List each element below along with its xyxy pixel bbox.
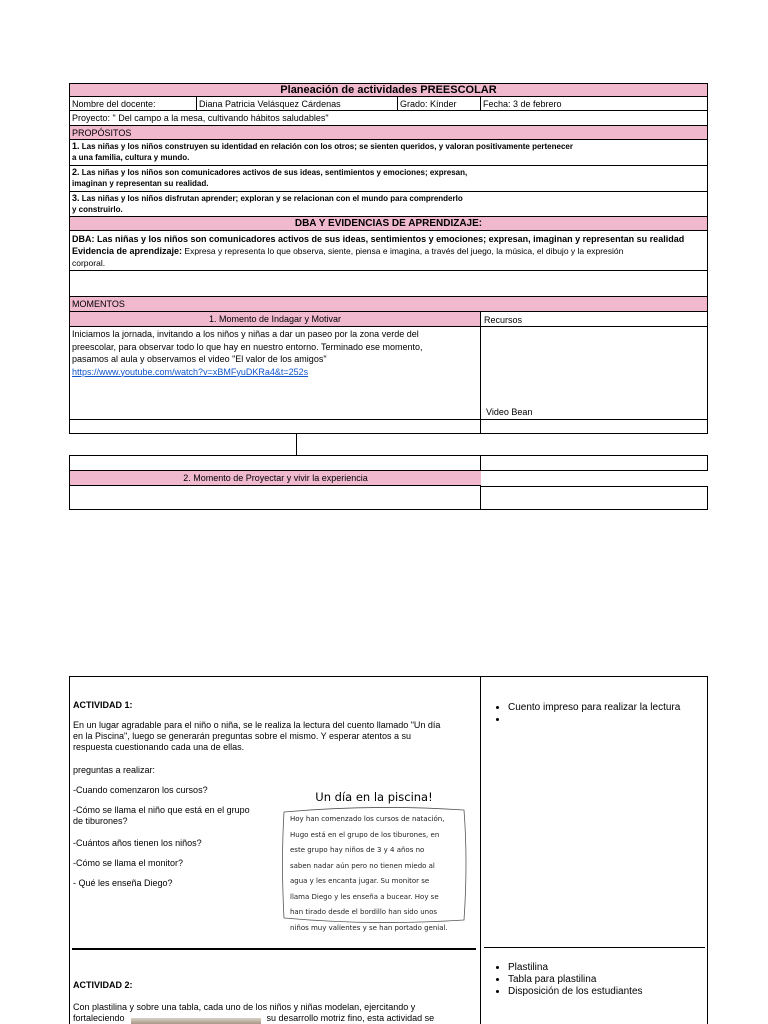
- recursos-label: Recursos: [484, 315, 523, 325]
- activities-divider: [480, 676, 481, 1024]
- actividad-separator-left: [72, 948, 476, 950]
- evidencia-text-2: corporal.: [72, 258, 106, 268]
- momento-1-title: 1. Momento de Indagar y Motivar: [70, 312, 480, 327]
- recurso-plastilina: • Plastilina: [508, 962, 707, 974]
- actividad-2-title: ACTIVIDAD 2:: [73, 980, 133, 990]
- actividad-1-recursos: [482, 702, 707, 726]
- dba-text: DBA: Las niñas y los niños son comunicadores activos de sus ideas, sentimientos y emociones; expresan, imaginan y representan su realidad: [72, 234, 685, 244]
- dba-header: DBA Y EVIDENCIAS DE APRENDIZAJE:: [70, 217, 707, 231]
- pregunta-1: -Cuando comenzaron los cursos?: [73, 785, 208, 795]
- propositos-header: PROPÓSITOS: [70, 126, 707, 140]
- story-image: [278, 788, 470, 932]
- page-title: Planeación de actividades PREESCOLAR: [70, 84, 707, 97]
- story-text: Hoy han comenzado los cursos de natación, Hugo está en el grupo de los tiburones, en este grupo hay niños de 3 y 4 años no saben nadar aún pero no tienen miedo al agua y les encanta jugar. Su monitor se llama Diego y les enseña a bucear. Hoy se han tirado desde el bordillo han sido unos niños muy valientes y se han portado genial.: [290, 815, 448, 932]
- momento-1-text: Iniciamos la jornada, invitando a los niños y niñas a dar un paseo por la zona verde del preescolar, para observar todo lo que hay en nuestro entorno. Terminado ese momento, pasamos al aula y observamos el video "El valor de los amigos" https://www.youtube.com/watch?v=xBMFyuDKRa4&t=252s: [72, 329, 423, 377]
- actividad-separator-right: [484, 947, 705, 948]
- recurso-video-bean: Video Bean: [486, 407, 533, 417]
- preguntas-label: preguntas a realizar:: [73, 765, 156, 775]
- evidencia-text: Expresa y representa lo que observa, siente, piensa e imagina, a través del juego, la música, el dibujo y la expresión: [182, 246, 624, 256]
- pregunta-2: -Cómo se llama el niño que está en el grupo de tiburones?: [73, 805, 250, 826]
- momento-1-bottom-row: [70, 419, 707, 420]
- dba-content: [70, 231, 707, 271]
- recursos-underline: [481, 326, 707, 327]
- actividad-2-recursos: [482, 962, 707, 998]
- momento-2-table: [69, 455, 708, 510]
- proposito-3: 3. Las niñas y los niños disfrutan aprender; exploran y se relacionan con el mundo para comprenderlo y construirlo.: [70, 192, 707, 217]
- pregunta-4: -Cómo se llama el monitor?: [73, 858, 184, 868]
- proposito-2: 2. Las niñas y los niños son comunicadores activos de sus ideas, sentimientos y emociones; expresan, imaginan y representan su realidad.: [70, 166, 707, 192]
- fecha-value: Fecha: 3 de febrero: [483, 99, 562, 109]
- recurso-tabla: • Tabla para plastilina: [508, 974, 707, 986]
- actividad-1-title: ACTIVIDAD 1:: [73, 700, 133, 710]
- plastilina-image: [131, 1018, 261, 1024]
- video-link[interactable]: https://www.youtube.com/watch?v=xBMFyuDKRa4&t=252s: [72, 366, 309, 377]
- actividad-1-intro: En un lugar agradable para el niño o niña, se le realiza la lectura del cuento llamado "Un día en la Piscina", luego se generarán preguntas sobre el mismo. Y esperar atentos a su respuesta cuestionando cada una de ellas.: [73, 720, 441, 752]
- pregunta-5: - Qué les enseña Diego?: [73, 878, 173, 888]
- evidencia-label: Evidencia de aprendizaje:: [72, 246, 183, 256]
- momento-2-title: 2. Momento de Proyectar y vivir la experiencia: [69, 470, 481, 486]
- proyecto-row: Proyecto: " Del campo a la mesa, cultivando hábitos saludables": [70, 111, 707, 126]
- proposito-1: 1. Las niñas y los niños construyen su identidad en relación con los otros; se sienten queridos, y valoran positivamente pertenecer a una familia, cultura y mundo.: [70, 140, 707, 166]
- empty-row: [70, 271, 707, 297]
- pregunta-3: -Cuántos años tienen los niños?: [73, 838, 202, 848]
- recurso-cuento: • Cuento impreso para realizar la lectura: [508, 702, 707, 714]
- docente-value: Diana Patricia Velásquez Cárdenas: [199, 99, 341, 109]
- recursos-divider: [480, 312, 481, 434]
- actividad-2-text: Con plastilina y sobre una tabla, cada uno de los niños y niñas modelan, ejercitando y fortaleciendo su desarrollo motriz fino, esta actividad se: [73, 1002, 435, 1023]
- grado-value: Grado: Kínder: [400, 99, 457, 109]
- story-title: Un día en la piscina!: [315, 790, 433, 804]
- table-stub-divider: [296, 434, 297, 455]
- recurso-disposicion: • Disposición de los estudiantes: [508, 986, 707, 998]
- recurso-empty: [508, 714, 707, 726]
- docente-label: Nombre del docente:: [72, 99, 156, 109]
- momentos-header: MOMENTOS: [70, 297, 707, 312]
